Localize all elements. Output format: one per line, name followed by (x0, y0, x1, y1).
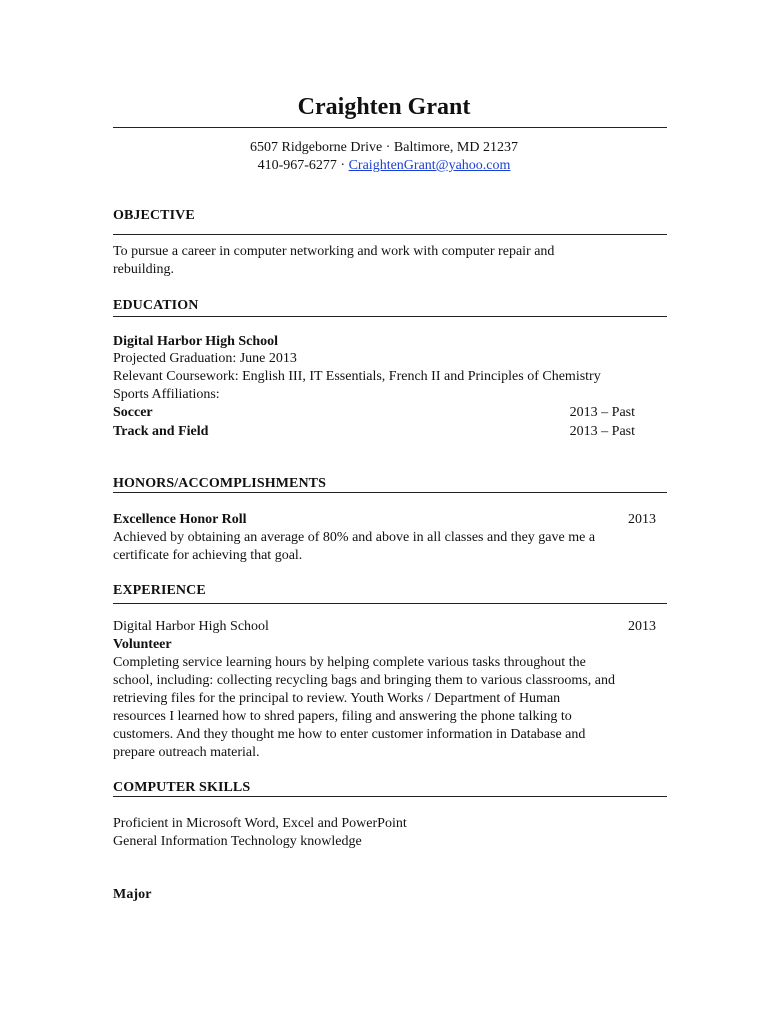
sport-name: Soccer (113, 405, 153, 420)
major-heading: Major (113, 887, 152, 902)
education-school: Digital Harbor High School (113, 334, 279, 349)
experience-divider (113, 603, 667, 604)
experience-year: 2013 (628, 619, 656, 634)
objective-line: rebuilding. (113, 262, 175, 277)
honors-divider (113, 492, 667, 493)
contact-address: 6507 Ridgeborne Drive · Baltimore, MD 21237 (250, 140, 518, 155)
sport-dates: 2013 – Past (569, 424, 635, 439)
objective-divider (113, 234, 667, 235)
contact-phone: 410-967-6277 · (257, 158, 349, 173)
experience-line: school, including: collecting recycling bags and bringing them to various classrooms, and (113, 673, 615, 688)
education-heading: EDUCATION (113, 298, 199, 313)
honors-year: 2013 (628, 512, 656, 527)
skills-heading: COMPUTER SKILLS (113, 780, 251, 795)
sport-name: Track and Field (113, 424, 209, 439)
education-coursework: Relevant Coursework: English III, IT Essentials, French II and Principles of Chemistry (113, 369, 601, 384)
contact-phone-email (0, 157, 768, 175)
honors-line: certificate for achieving that goal. (113, 548, 303, 563)
experience-org: Digital Harbor High School (113, 619, 269, 634)
experience-line: resources I learned how to shred papers, filing and answering the phone talking to (113, 709, 572, 724)
experience-line: customers. And they thought me how to enter customer information in Database and (113, 727, 586, 742)
education-graduation: Projected Graduation: June 2013 (113, 351, 297, 366)
experience-line: Completing service learning hours by helping complete various tasks throughout the (113, 655, 586, 670)
skills-divider (113, 796, 667, 797)
experience-heading: EXPERIENCE (113, 583, 206, 598)
honors-title: Excellence Honor Roll (113, 512, 247, 527)
skills-line: General Information Technology knowledge (113, 834, 362, 849)
skills-line: Proficient in Microsoft Word, Excel and PowerPoint (113, 816, 407, 831)
education-divider (113, 316, 667, 317)
objective-line: To pursue a career in computer networking and work with computer repair and (113, 244, 555, 259)
contact-email-link[interactable]: CraightenGrant@yahoo.com (348, 158, 511, 173)
honors-line: Achieved by obtaining an average of 80% and above in all classes and they gave me a (113, 530, 596, 545)
experience-line: prepare outreach material. (113, 745, 260, 760)
sport-dates: 2013 – Past (569, 405, 635, 420)
experience-line: retrieving files for the principal to review. Youth Works / Department of Human (113, 691, 561, 706)
name-divider (113, 127, 667, 128)
objective-heading: OBJECTIVE (113, 208, 195, 223)
experience-role: Volunteer (113, 637, 172, 652)
honors-heading: HONORS/ACCOMPLISHMENTS (113, 476, 326, 491)
education-sports-label: Sports Affiliations: (113, 387, 220, 402)
resume-name: Craighten Grant (297, 94, 471, 120)
